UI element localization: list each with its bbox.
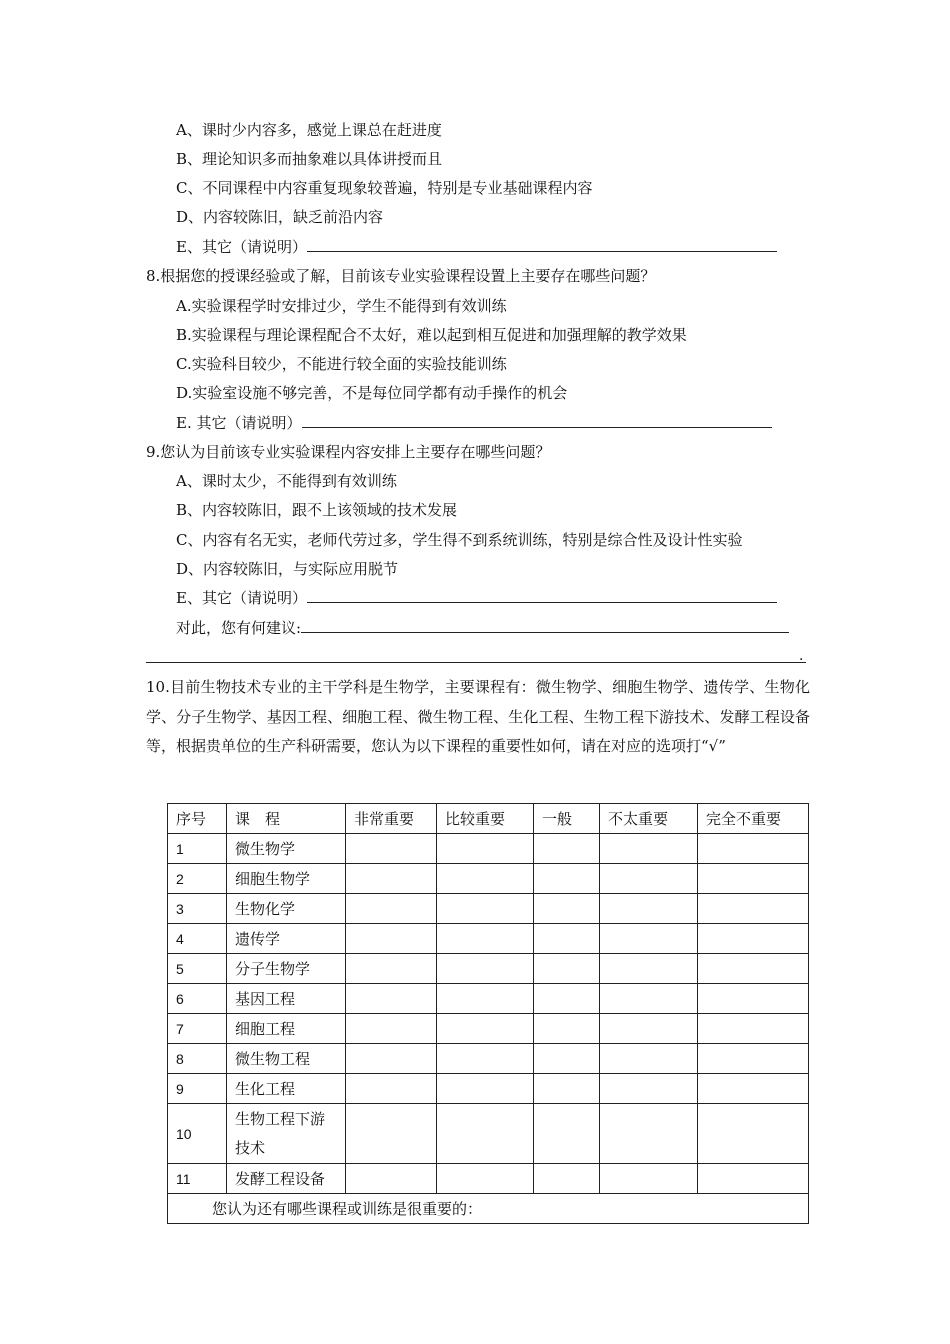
q9-option-e [176,588,777,610]
table-header-row [168,804,809,834]
check-cell-fairly-important[interactable] [437,1074,534,1104]
q7-other-blank[interactable] [307,237,777,252]
check-cell-not-important-at-all[interactable] [698,1104,809,1164]
q8-other-blank[interactable] [302,413,772,428]
row-course: 微生物学 [227,834,346,864]
check-cell-not-very-important[interactable] [600,924,698,954]
row-number: 5 [168,954,227,984]
check-cell-not-very-important[interactable] [600,834,698,864]
row-course: 生化工程 [227,1074,346,1104]
check-cell-not-very-important[interactable] [600,954,698,984]
check-cell-fairly-important[interactable] [437,864,534,894]
q8-option-c: C.实验科目较少，不能进行较全面的实验技能训练 [176,355,507,373]
check-cell-very-important[interactable] [346,954,437,984]
q9-suggestion [176,618,789,640]
header-average: 一般 [534,804,600,834]
table-row [168,864,809,894]
check-cell-not-very-important[interactable] [600,1074,698,1104]
check-cell-average[interactable] [534,1074,600,1104]
q9-suggestion-label: 对此，您有何建议: [176,619,302,637]
check-cell-not-important-at-all[interactable] [698,894,809,924]
row-course: 细胞生物学 [227,864,346,894]
header-fairly-important: 比较重要 [437,804,534,834]
check-cell-fairly-important[interactable] [437,924,534,954]
table-row [168,984,809,1014]
check-cell-average[interactable] [534,924,600,954]
check-cell-not-important-at-all[interactable] [698,924,809,954]
header-course: 课 程 [227,804,346,834]
check-cell-average[interactable] [534,954,600,984]
row-number: 2 [168,864,227,894]
check-cell-fairly-important[interactable] [437,1104,534,1164]
q9-option-d: D、内容较陈旧，与实际应用脱节 [176,560,399,578]
table-row [168,1104,809,1164]
row-number: 6 [168,984,227,1014]
table-row [168,924,809,954]
check-cell-not-very-important[interactable] [600,1044,698,1074]
check-cell-not-important-at-all[interactable] [698,954,809,984]
check-cell-not-important-at-all[interactable] [698,1074,809,1104]
q9-option-b: B、内容较陈旧，跟不上该领域的技术发展 [176,501,458,519]
check-cell-not-very-important[interactable] [600,894,698,924]
check-cell-fairly-important[interactable] [437,894,534,924]
row-course: 发酵工程设备 [227,1164,346,1194]
table-row [168,954,809,984]
q8-option-b: B.实验课程与理论课程配合不太好，难以起到相互促进和加强理解的教学效果 [176,326,687,344]
q8-option-e-label: E. 其它（请说明） [176,414,302,432]
row-course: 分子生物学 [227,954,346,984]
table-row [168,1014,809,1044]
check-cell-average[interactable] [534,1104,600,1164]
check-cell-fairly-important[interactable] [437,984,534,1014]
row-number: 1 [168,834,227,864]
check-cell-very-important[interactable] [346,834,437,864]
table-row [168,1074,809,1104]
check-cell-very-important[interactable] [346,864,437,894]
table-row [168,834,809,864]
check-cell-not-very-important[interactable] [600,1104,698,1164]
q7-option-e [176,237,777,259]
check-cell-average[interactable] [534,984,600,1014]
q9-suggestion-blank[interactable] [301,618,789,633]
check-cell-fairly-important[interactable] [437,834,534,864]
q7-option-e-label: E、其它（请说明） [176,238,307,256]
q7-option-b: B、理论知识多而抽象难以具体讲授而且 [176,150,443,168]
row-course: 基因工程 [227,984,346,1014]
header-very-important: 非常重要 [346,804,437,834]
row-course: 微生物工程 [227,1044,346,1074]
other-courses-prompt[interactable]: 您认为还有哪些课程或训练是很重要的： [168,1194,809,1224]
check-cell-very-important[interactable] [346,1074,437,1104]
table-footer-row [168,1194,809,1224]
header-no: 序号 [168,804,227,834]
q8-option-e [176,413,772,435]
row-number: 7 [168,1014,227,1044]
check-cell-not-important-at-all[interactable] [698,864,809,894]
row-course: 遗传学 [227,924,346,954]
check-cell-very-important[interactable] [346,894,437,924]
check-cell-not-important-at-all[interactable] [698,834,809,864]
check-cell-not-very-important[interactable] [600,864,698,894]
q9-option-e-label: E、其它（请说明） [176,589,307,607]
check-cell-not-very-important[interactable] [600,1164,698,1194]
check-cell-average[interactable] [534,1164,600,1194]
header-not-important-at-all: 完全不重要 [698,804,809,834]
check-cell-fairly-important[interactable] [437,954,534,984]
check-cell-not-very-important[interactable] [600,1014,698,1044]
check-cell-not-important-at-all[interactable] [698,984,809,1014]
q7-option-c: C、不同课程中内容重复现象较普遍，特别是专业基础课程内容 [176,179,593,197]
q8-option-a: A.实验课程学时安排过少，学生不能得到有效训练 [176,297,507,315]
check-cell-very-important[interactable] [346,1014,437,1044]
check-cell-very-important[interactable] [346,1044,437,1074]
q9-option-c: C、内容有名无实，老师代劳过多，学生得不到系统训练，特别是综合性及设计性实验 [176,531,743,549]
q9-other-blank[interactable] [307,588,777,603]
check-cell-very-important[interactable] [346,1164,437,1194]
q7-option-d: D、内容较陈旧，缺乏前沿内容 [176,208,384,226]
header-not-very-important: 不太重要 [600,804,698,834]
row-number: 10 [168,1104,227,1164]
q9-end-mark: . [799,648,804,664]
q7-option-a: A、课时少内容多，感觉上课总在赶进度 [176,121,442,139]
row-course: 生物化学 [227,894,346,924]
row-number: 8 [168,1044,227,1074]
check-cell-not-very-important[interactable] [600,984,698,1014]
q9-suggestion-blank-2[interactable] [146,662,806,663]
row-number: 3 [168,894,227,924]
row-number: 4 [168,924,227,954]
check-cell-very-important[interactable] [346,984,437,1014]
check-cell-average[interactable] [534,834,600,864]
row-course: 细胞工程 [227,1014,346,1044]
check-cell-not-important-at-all[interactable] [698,1014,809,1044]
table-row [168,1164,809,1194]
check-cell-fairly-important[interactable] [437,1014,534,1044]
q8-option-d: D.实验室设施不够完善，不是每位同学都有动手操作的机会 [176,384,568,402]
check-cell-fairly-important[interactable] [437,1164,534,1194]
check-cell-fairly-important[interactable] [437,1044,534,1074]
q10-text: 10.目前生物技术专业的主干学科是生物学，主要课程有：微生物学、细胞生物学、遗传学、生物化学、分子生物学、基因工程、细胞工程、微生物工程、生化工程、生物工程下游技术、发酵工程设备等，根据贵单位的生产科研需要，您认为以下课程的重要性如何，请在对应的选项打“√” [146,678,810,755]
q8-title: 8.根据您的授课经验或了解，目前该专业实验课程设置上主要存在哪些问题？ [146,267,656,285]
check-cell-average[interactable] [534,894,600,924]
check-cell-not-important-at-all[interactable] [698,1164,809,1194]
check-cell-very-important[interactable] [346,1104,437,1164]
check-cell-average[interactable] [534,1014,600,1044]
q9-option-a: A、课时太少，不能得到有效训练 [176,472,397,490]
check-cell-very-important[interactable] [346,924,437,954]
row-number: 11 [168,1164,227,1194]
q9-title: 9.您认为目前该专业实验课程内容安排上主要存在哪些问题？ [146,443,551,461]
table-row [168,894,809,924]
course-importance-table [167,803,809,1224]
check-cell-average[interactable] [534,864,600,894]
check-cell-average[interactable] [534,1044,600,1074]
row-number: 9 [168,1074,227,1104]
row-course: 生物工程下游技术 [227,1104,346,1164]
check-cell-not-important-at-all[interactable] [698,1044,809,1074]
table-row [168,1044,809,1074]
